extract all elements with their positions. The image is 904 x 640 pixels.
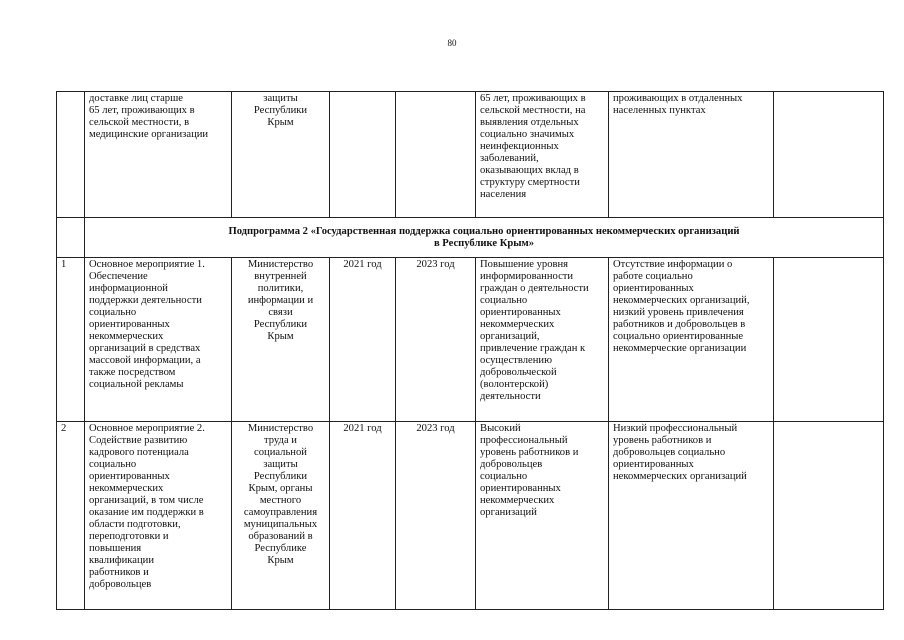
table-row [57, 92, 884, 218]
event-cell: Основное мероприятие 1. Обеспечение информационной поддержки деятельности социально ориентированных некоммерческих организаций в средствах массовой информации, а также посредством социальной рекламы [85, 258, 232, 422]
end-year-cell: 2023 год [396, 258, 476, 422]
table-row [57, 422, 884, 610]
event-cell: Основное мероприятие 2. Содействие развитию кадрового потенциала социально ориентированных некоммерческих организаций, в том числе оказание им поддержки в области подготовки, переподготовки и повышения квалификации работников и добровольцев [85, 422, 232, 610]
executor-cell: защиты Республики Крым [232, 92, 330, 218]
expected-result-cell: 65 лет, проживающих в сельской местности, на выявления отдельных социально значимых неинфекционных заболеваний, оказывающих вклад в структуру смертности населения [476, 92, 609, 218]
link-cell [774, 258, 884, 422]
program-events-table [56, 91, 884, 610]
start-year-cell: 2021 год [330, 422, 396, 610]
start-year-cell [330, 92, 396, 218]
start-year-cell: 2021 год [330, 258, 396, 422]
consequence-cell: Отсутствие информации о работе социально ориентированных некоммерческих организаций, низкий уровень привлечения работников и добровольцев в социально ориентированные некоммерческие организации [609, 258, 774, 422]
consequence-cell: проживающих в отдаленных населенных пунктах [609, 92, 774, 218]
subprogram-title: Подпрограмма 2 «Государственная поддержка социально ориентированных некоммерческих организаций в Республике Крым» [85, 218, 884, 258]
row-number: 1 [57, 258, 85, 422]
executor-cell: Министерство труда и социальной защиты Республики Крым, органы местного самоуправления муниципальных образований в Республике Крым [232, 422, 330, 610]
expected-result-cell: Повышение уровня информированности граждан о деятельности социально ориентированных некоммерческих организаций, привлечение граждан к осуществлению добровольческой (волонтерской) деятельности [476, 258, 609, 422]
subprogram-row [57, 218, 884, 258]
page-number: 80 [447, 38, 457, 48]
table-row [57, 258, 884, 422]
end-year-cell [396, 92, 476, 218]
row-number [57, 92, 85, 218]
event-cell: доставке лиц старше 65 лет, проживающих в сельской местности, в медицинские организации [85, 92, 232, 218]
link-cell [774, 92, 884, 218]
row-number: 2 [57, 422, 85, 610]
row-number [57, 218, 85, 258]
executor-cell: Министерство внутренней политики, информации и связи Республики Крым [232, 258, 330, 422]
link-cell [774, 422, 884, 610]
consequence-cell: Низкий профессиональный уровень работников и добровольцев социально ориентированных некоммерческих организаций [609, 422, 774, 610]
end-year-cell: 2023 год [396, 422, 476, 610]
expected-result-cell: Высокий профессиональный уровень работников и добровольцев социально ориентированных некоммерческих организаций [476, 422, 609, 610]
